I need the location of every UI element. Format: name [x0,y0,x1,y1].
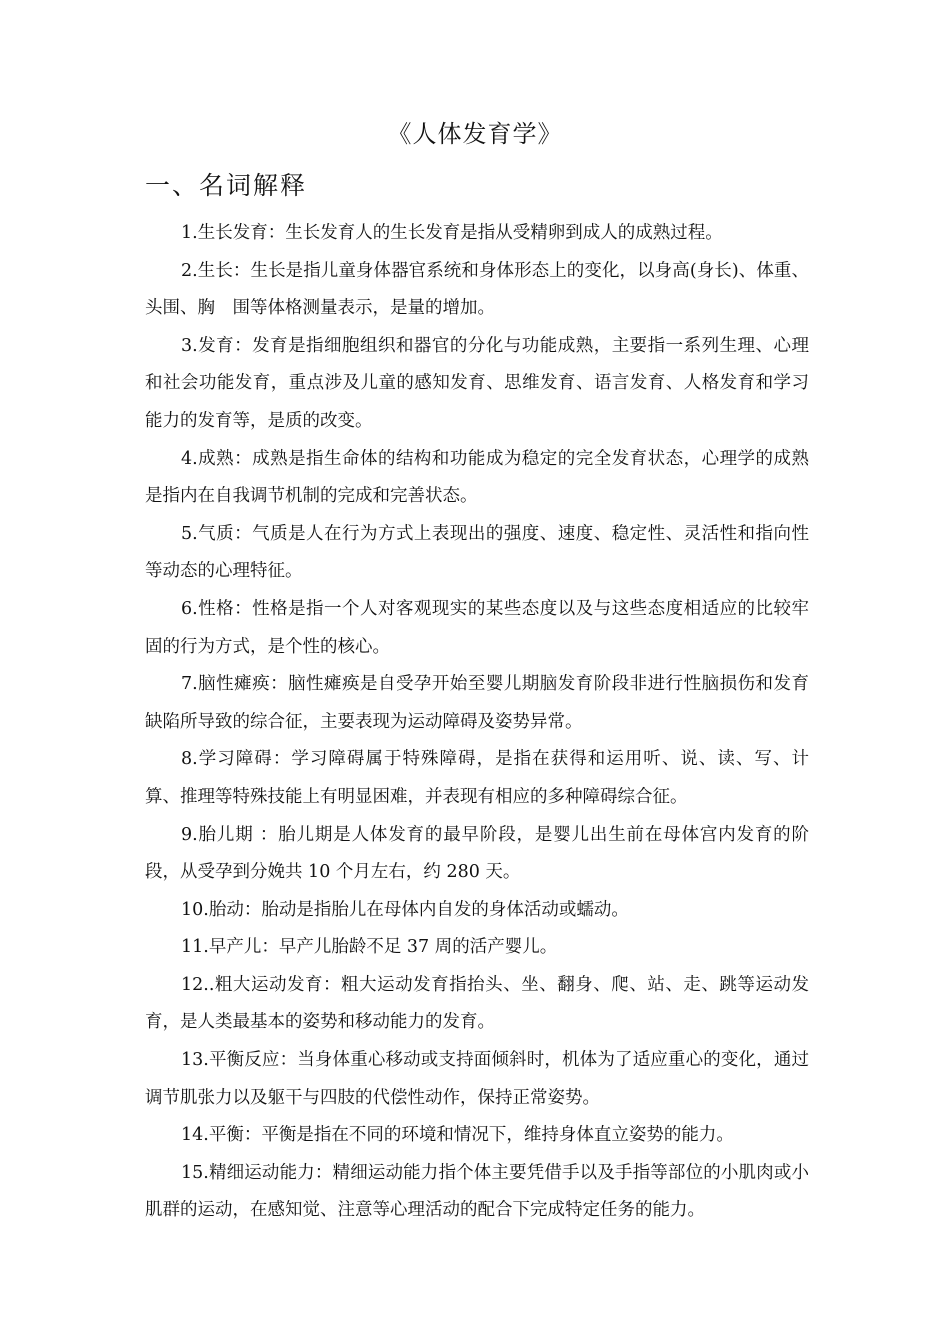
term-entry: 3.发育：发育是指细胞组织和器官的分化与功能成熟，主要指一系列生理、心理和社会功能发育，重点涉及儿童的感知发育、思维发育、语言发育、人格发育和学习能力的发育等，是质的改变。 [145,335,809,431]
term-entry: 11.早产儿：早产儿胎龄不足 37 周的活产婴儿。 [181,937,558,958]
term-entry: 1.生长发育：生长发育人的生长发育是指从受精卵到成人的成熟过程。 [181,223,723,243]
term-entry: 13.平衡反应：当身体重心移动或支持面倾斜时，机体为了适应重心的变化，通过调节肌张力以及躯干与四肢的代偿性动作，保持正常姿势。 [145,1050,809,1108]
term-entry: 8.学习障碍：学习障碍属于特殊障碍，是指在获得和运用听、说、读、写、计算、推理等特殊技能上有明显困难，并表现有相应的多种障碍综合征。 [145,749,809,807]
term-entry: 14.平衡：平衡是指在不同的环境和情况下，维持身体直立姿势的能力。 [181,1125,734,1146]
section-heading: 一、名词解释 [145,171,308,200]
term-entry: 7.脑性瘫痪：脑性瘫痪是自受孕开始至婴儿期脑发育阶段非进行性脑损伤和发育缺陷所导致的综合征，主要表现为运动障碍及姿势异常。 [145,674,809,732]
term-entry: 15.精细运动能力：精细运动能力指个体主要凭借手以及手指等部位的小肌肉或小肌群的运动，在感知觉、注意等心理活动的配合下完成特定任务的能力。 [145,1162,809,1221]
term-entry: 2.生长：生长是指儿童身体器官系统和身体形态上的变化，以身高(身长)、体重、头围、胸 围等体格测量表示，是量的增加。 [145,260,809,319]
term-entry: 12..粗大运动发育：粗大运动发育指抬头、坐、翻身、爬、站、走、跳等运动发育，是人类最基本的姿势和移动能力的发育。 [145,974,809,1033]
document-title: 《人体发育学》 [387,120,563,148]
term-entry: 4.成熟：成熟是指生命体的结构和功能成为稳定的完全发育状态，心理学的成熟是指内在自我调节机制的完成和完善状态。 [145,448,809,507]
term-entry: 9.胎儿期 ：胎儿期是人体发育的最早阶段，是婴儿出生前在母体宫内发育的阶段，从受孕到分娩共 10 个月左右，约 280 天。 [145,824,809,883]
term-entry: 10.胎动：胎动是指胎儿在母体内自发的身体活动或蠕动。 [181,899,629,920]
term-entry: 6.性格：性格是指一个人对客观现实的某些态度以及与这些态度相适应的比较牢固的行为方式，是个性的核心。 [145,598,809,657]
term-definition-list [145,215,809,1230]
term-entry: 5.气质：气质是人在行为方式上表现出的强度、速度、稳定性、灵活性和指向性等动态的心理特征。 [145,523,809,582]
